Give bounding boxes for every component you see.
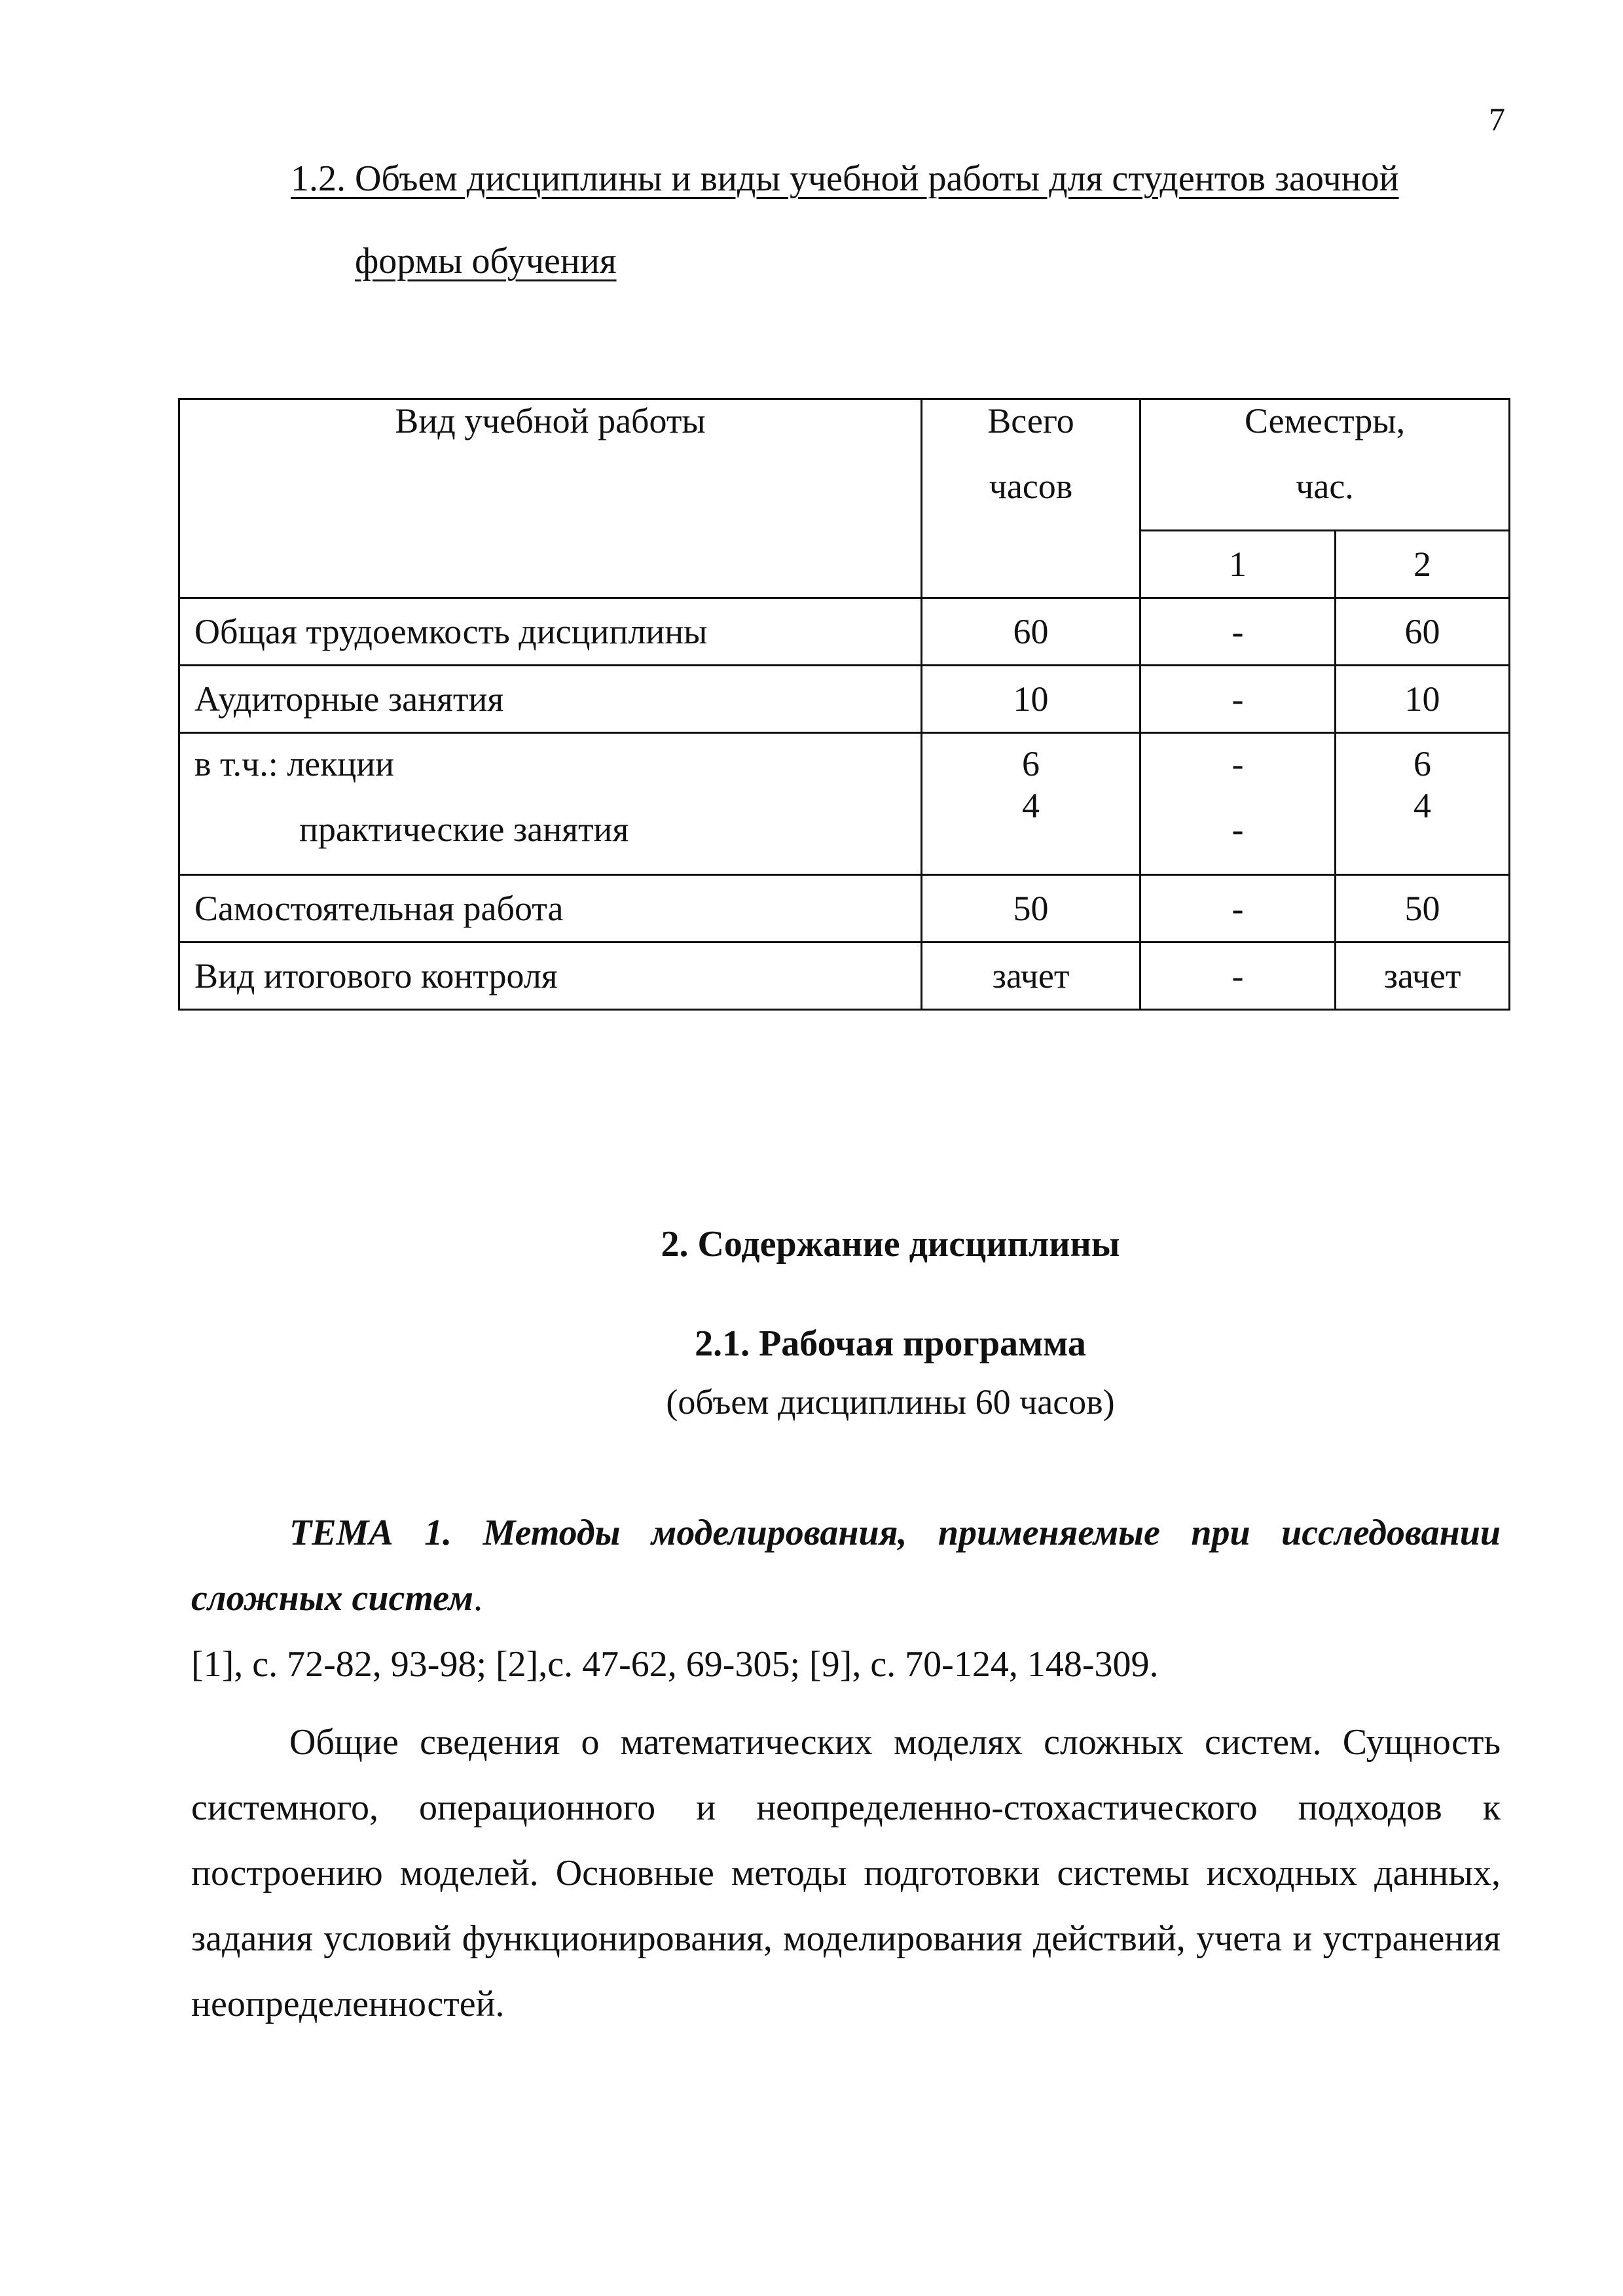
hours-table — [178, 398, 1510, 1011]
row-label — [179, 733, 922, 875]
row-sem2: 10 — [1336, 666, 1510, 733]
row-sem2 — [1336, 733, 1510, 875]
topic-references: [1], с. 72-82, 93-98; [2],с. 47-62, 69-305; [9], с. 70-124, 148-309. — [191, 1644, 1159, 1685]
row-sem1: - — [1140, 598, 1336, 666]
header-total-line2: часов — [989, 467, 1073, 506]
row-total-lectures: 6 — [1022, 744, 1040, 783]
row-total: 10 — [922, 666, 1140, 733]
topic-title-text: ТЕМА 1. Методы моделирования, применяемые при исследовании сложных систем — [191, 1513, 1501, 1619]
row-total-practice: 4 — [1022, 786, 1040, 825]
row-total: зачет — [922, 942, 1140, 1010]
section-title-line2: формы обучения — [355, 241, 617, 281]
header-semesters — [1140, 399, 1510, 531]
table-row — [179, 598, 1510, 666]
topic-body: Общие сведения о математических моделях сложных систем. Сущность системного, операционного и неопределенно-стохастического подходов к построению моделей. Основные методы подготовки системы исходных данных, задания условий функционирования, моделирования действий, учета и устранения неопределенностей. — [191, 1722, 1501, 2024]
content-heading: 2. Содержание дисциплины — [661, 1224, 1120, 1265]
row-total — [922, 733, 1140, 875]
header-sem-line2: час. — [1296, 467, 1354, 506]
row-sem1 — [1140, 733, 1336, 875]
header-total-hours — [922, 399, 1140, 598]
row-sem1: - — [1140, 875, 1336, 942]
row-sem1-lectures: - — [1231, 744, 1244, 783]
row-total: 50 — [922, 875, 1140, 942]
row-total: 60 — [922, 598, 1140, 666]
table-row — [179, 666, 1510, 733]
row-sem2: зачет — [1336, 942, 1510, 1010]
row-label-lectures: в т.ч.: лекции — [194, 744, 395, 783]
row-label: Вид итогового контроля — [179, 942, 922, 1010]
program-hours-note: (объем дисциплины 60 часов) — [666, 1382, 1115, 1422]
row-sem2: 50 — [1336, 875, 1510, 942]
row-sem1: - — [1140, 942, 1336, 1010]
row-sem2: 60 — [1336, 598, 1510, 666]
header-work-type: Вид учебной работы — [179, 399, 922, 598]
table-row — [179, 733, 1510, 875]
header-total-line1: Всего — [987, 401, 1074, 440]
row-label-practice: практические занятия — [299, 810, 629, 849]
row-label: Аудиторные занятия — [179, 666, 922, 733]
header-semester-2: 2 — [1336, 531, 1510, 598]
row-label: Общая трудоемкость дисциплины — [179, 598, 922, 666]
topic-title-period: . — [473, 1578, 483, 1619]
table-row — [179, 942, 1510, 1010]
row-sem1: - — [1140, 666, 1336, 733]
section-title-line1: 1.2. Объем дисциплины и виды учебной работы для студентов заочной — [291, 158, 1399, 199]
row-sem2-lectures: 6 — [1413, 744, 1431, 783]
program-heading: 2.1. Рабочая программа — [695, 1323, 1086, 1364]
header-sem-line1: Семестры, — [1244, 401, 1406, 440]
page-number: 7 — [1489, 101, 1505, 137]
row-sem1-practice: - — [1231, 810, 1244, 849]
table-row — [179, 875, 1510, 942]
topic-title — [191, 1500, 1501, 1631]
table-header-row — [179, 399, 1510, 531]
header-semester-1: 1 — [1140, 531, 1336, 598]
row-sem2-practice: 4 — [1413, 786, 1431, 825]
row-label: Самостоятельная работа — [179, 875, 922, 942]
